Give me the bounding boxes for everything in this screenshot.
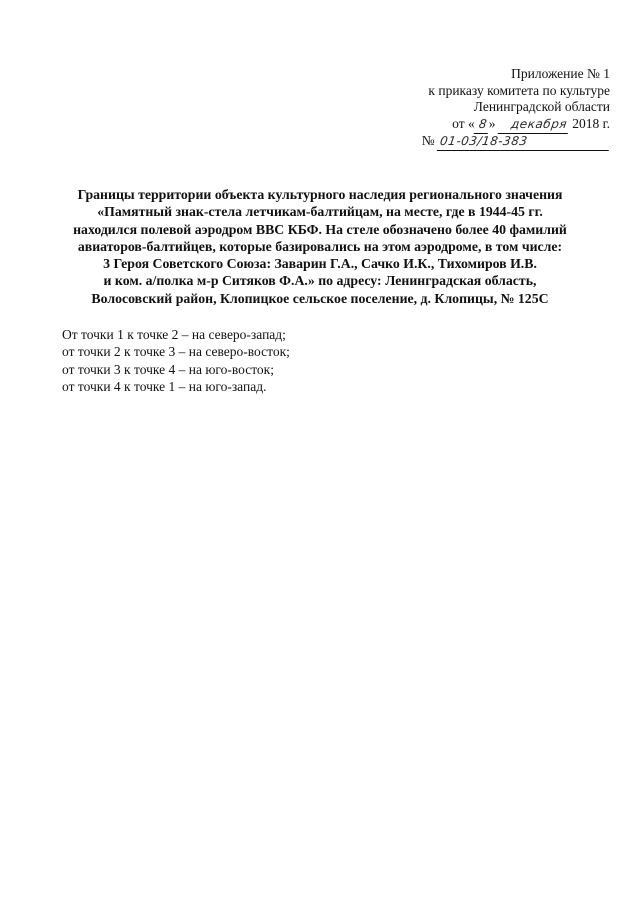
boundary-line: от точки 3 к точке 4 – на юго-восток;	[62, 361, 274, 377]
date-day-handwritten: 8	[474, 116, 490, 134]
appendix-region: Ленинградской области	[473, 99, 610, 114]
date-month-handwritten: декабря	[498, 116, 570, 134]
appendix-title: Приложение № 1	[511, 66, 610, 81]
date-quote-close: »	[488, 115, 496, 131]
title-line: находился полевой аэродром ВВС КБФ. На стеле обозначено более 40 фамилий	[73, 221, 567, 237]
boundary-description	[62, 326, 290, 395]
title-line: авиаторов-балтийцев, которые базировались на этом аэродроме, в том числе:	[77, 238, 563, 254]
title-line: 3 Героя Советского Союза: Заварин Г.А., Сачко И.К., Тихомиров И.В.	[103, 256, 537, 272]
appendix-date	[350, 116, 610, 134]
boundary-line: от точки 2 к точке 3 – на северо-восток;	[62, 344, 290, 360]
title-line: Волосовский район, Клопицкое сельское поселение, д. Клопицы, № 125С	[91, 290, 549, 306]
date-quote-open: «	[467, 115, 475, 131]
boundary-line: от точки 4 к точке 1 – на юго-запад.	[62, 378, 267, 394]
title-line: «Памятный знак-стела летчикам-балтийцам, на месте, где в 1944-45 гг.	[97, 204, 543, 220]
appendix-header	[350, 66, 610, 151]
appendix-order-reference: к приказу комитета по культуре	[428, 82, 610, 98]
date-year: 2018 г.	[572, 115, 610, 131]
number-prefix: №	[421, 133, 435, 148]
title-line: Границы территории объекта культурного наследия регионального значения	[77, 187, 563, 202]
date-prefix: от	[452, 115, 465, 131]
number-handwritten: 01-03/18-383	[437, 133, 611, 151]
boundary-line: От точки 1 к точке 2 – на северо-запад;	[62, 327, 286, 342]
appendix-number	[350, 133, 610, 151]
document-title	[40, 186, 600, 307]
title-line: и ком. а/полка м-р Ситяков Ф.А.» по адресу: Ленинградская область,	[103, 273, 537, 289]
